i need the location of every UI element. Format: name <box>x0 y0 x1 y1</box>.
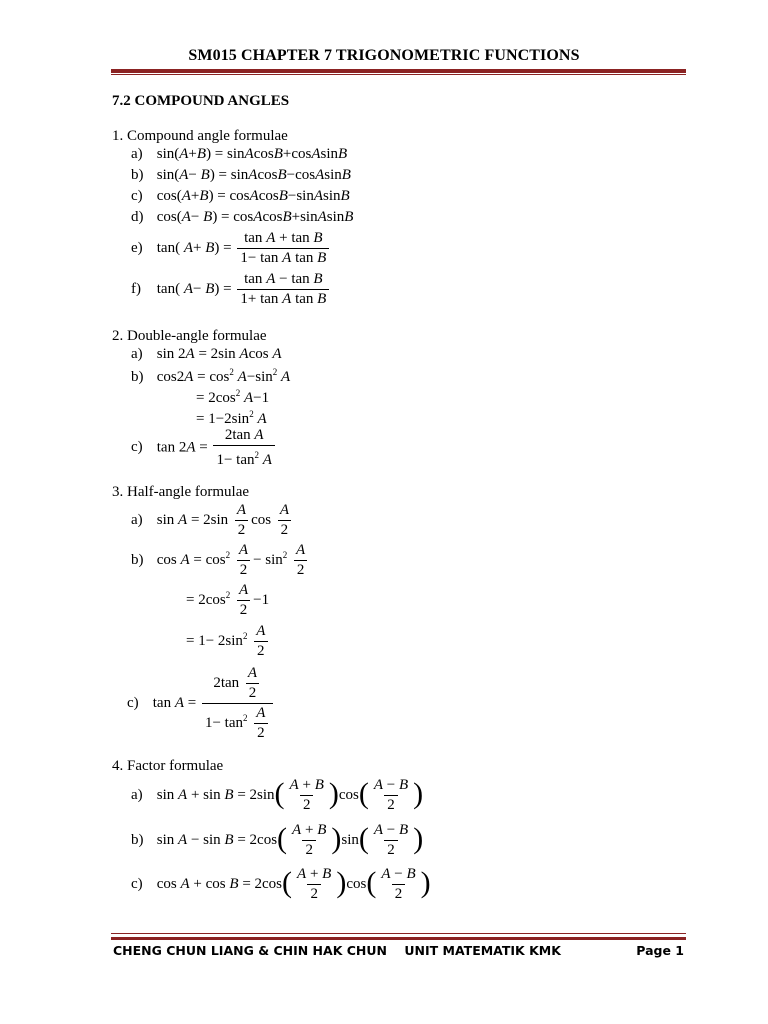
section-title: 7.2 COMPOUND ANGLES <box>112 93 290 109</box>
list-heading-compound: 1. Compound angle formulae <box>112 128 288 144</box>
formula-3b: b) $\cos A = \cos^2$ $\frac{A}{2}$ − $\sin^2$ $\frac{A}{2}$ <box>131 542 310 579</box>
formula-1d: d) cos(A− B) = cosAcosB+sinAsinB <box>131 209 354 225</box>
formula-2a: a) sin 2A = 2sin Acos A <box>131 346 282 362</box>
formula-3b-line3: = $1- 2\sin^2$ $\frac{A}{2}$ <box>186 623 270 660</box>
formula-4c: c) cos A + cos B = 2cos( $\frac{A + B}{2}$ )cos( $\frac{A - B}{2}$ ) <box>131 865 431 902</box>
footer-authors: CHENG CHUN LIANG & CHIN HAK CHUN UNIT MATEMATIK KMK <box>113 943 561 958</box>
list-heading-half: 3. Half-angle formulae <box>112 484 250 500</box>
page-header-title: SM015 CHAPTER 7 TRIGONOMETRIC FUNCTIONS <box>188 47 580 64</box>
formula-4b: b) sin A − sin B = 2cos( $\frac{A + B}{2}$ )sin( $\frac{A - B}{2}$ ) <box>131 821 424 858</box>
formula-2b-line3: = $1-2\sin^2$ A <box>196 409 267 427</box>
formula-3a: a) sin A = 2sin $\frac{A}{2}$ cos $\frac{A}{2}$ <box>131 502 294 539</box>
formula-1a: a) sin(A+B) = sinAcosB+cosAsinB <box>131 146 348 162</box>
list-heading-double: 2. Double-angle formulae <box>112 328 267 344</box>
formula-1e: e) tan( A+ B) = $\frac{\text{tan A + tan B}}{\text{1− tan A tan B}}$ <box>131 230 331 267</box>
footer-page-number: Page 1 <box>636 943 684 958</box>
formula-2c: c) tan 2A = $\frac{\text{2tan A}}{1- \tan^2 A}$ <box>131 427 277 469</box>
formula-2b: b) $\cos 2A = \cos^2 A-\sin^2$ A <box>131 367 291 385</box>
formula-1b: b) sin(A− B) = sinAcosB−cosAsinB <box>131 167 351 183</box>
formula-1f: f) tan( A− B) = $\frac{\text{tan A − tan B}}{\text{1+ tan A tan B}}$ <box>131 271 331 308</box>
footer-rule <box>111 937 686 940</box>
list-heading-factor: 4. Factor formulae <box>112 758 224 774</box>
header-rule-thin <box>111 74 686 75</box>
header-rule <box>111 69 686 73</box>
formula-4a: a) sin A + sin B = 2sin( $\frac{A + B}{2}$ )cos( $\frac{A - B}{2}$ ) <box>131 776 424 813</box>
formula-1c: c) cos(A+B) = cosAcosB−sinAsinB <box>131 188 350 204</box>
formula-3c: c) tan A = 2tan $\frac{A}{2}$ $1- \tan^2$ $\frac{A}{2}$ <box>127 665 275 742</box>
formula-3b-line2: = $2\cos^2$ $\frac{A}{2}$ −1 <box>186 582 270 618</box>
footer-rule-thin <box>111 933 686 934</box>
formula-2b-line2: = $2\cos^2$ A−1 <box>196 388 270 406</box>
